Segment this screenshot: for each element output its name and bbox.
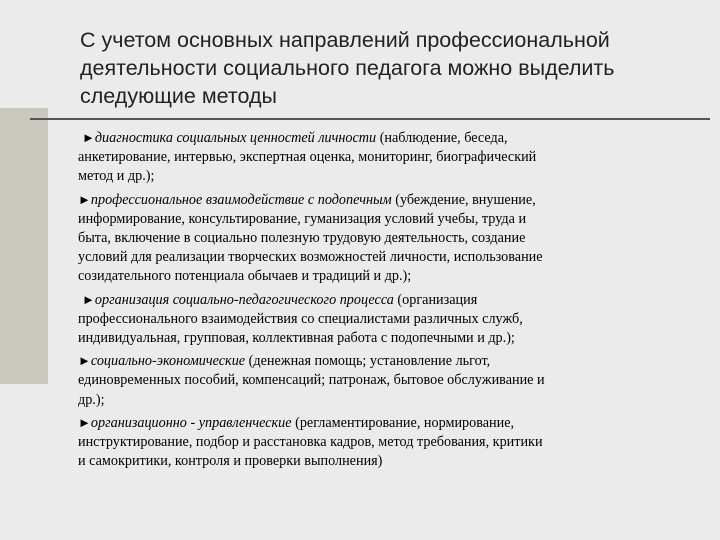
method-description: быта, включение в социально полезную трудовую деятельность, создание xyxy=(78,230,526,247)
title-line: деятельности социального педагога можно выделить xyxy=(80,56,615,80)
methods-list xyxy=(78,128,678,474)
list-item xyxy=(78,351,678,410)
method-term: диагностика социальных ценностей личности xyxy=(94,130,377,146)
triangle-bullet-icon: ► xyxy=(82,291,95,307)
method-description: др.); xyxy=(78,391,105,408)
method-term: организационно - управленческие xyxy=(90,414,292,431)
title-divider xyxy=(30,118,710,120)
list-item-first-line xyxy=(82,128,678,148)
method-description: профессионального взаимодействия со специалистами различных служб, xyxy=(78,310,523,327)
method-description: индивидуальная, групповая, коллективная работа с подопечными и др.); xyxy=(78,330,515,347)
method-description: (наблюдение, беседа, xyxy=(376,130,508,146)
triangle-bullet-icon: ► xyxy=(78,191,91,207)
method-description: и самокритики, контроля и проверки выполнения) xyxy=(78,453,383,470)
title-line: С учетом основных направлений профессиональной xyxy=(80,28,610,52)
list-item xyxy=(78,413,678,472)
list-item xyxy=(78,128,678,187)
method-term: социально-экономические xyxy=(90,353,246,370)
method-term: профессиональное взаимодействие с подопечным xyxy=(90,191,392,208)
method-description: единовременных пособий, компенсаций; патронаж, бытовое обслуживание и xyxy=(78,372,545,389)
method-description: информирование, консультирование, гуманизация условий учебы, труда и xyxy=(78,210,527,227)
method-description: условий для реализации творческих возможностей личности, использование xyxy=(78,249,543,266)
list-item-first-line xyxy=(82,290,678,310)
list-item-first-line xyxy=(78,413,678,433)
triangle-bullet-icon: ► xyxy=(82,130,95,145)
method-description: анкетирование, интервью, экспертная оценка, мониторинг, биографический xyxy=(78,149,537,166)
method-description: метод и др.); xyxy=(78,168,155,185)
method-description: (убеждение, внушение, xyxy=(391,191,536,208)
method-term: организация социально-педагогического процесса xyxy=(94,291,394,308)
method-description: (денежная помощь; установление льгот, xyxy=(245,353,491,370)
list-item-first-line xyxy=(78,190,678,210)
title-line: следующие методы xyxy=(80,84,277,108)
list-item-first-line xyxy=(78,351,678,371)
slide-title xyxy=(80,26,690,110)
method-description: созидательного потенциала обычаев и традиций и др.); xyxy=(78,268,412,285)
triangle-bullet-icon: ► xyxy=(78,353,91,369)
triangle-bullet-icon: ► xyxy=(78,414,91,430)
list-item xyxy=(78,290,678,349)
list-item xyxy=(78,190,678,287)
method-description: (регламентирование, нормирование, xyxy=(291,414,515,431)
method-description: инструктирование, подбор и расстановка кадров, метод требования, критики xyxy=(78,434,543,451)
method-description: (организация xyxy=(393,291,478,308)
decorative-side-bar xyxy=(0,108,48,384)
